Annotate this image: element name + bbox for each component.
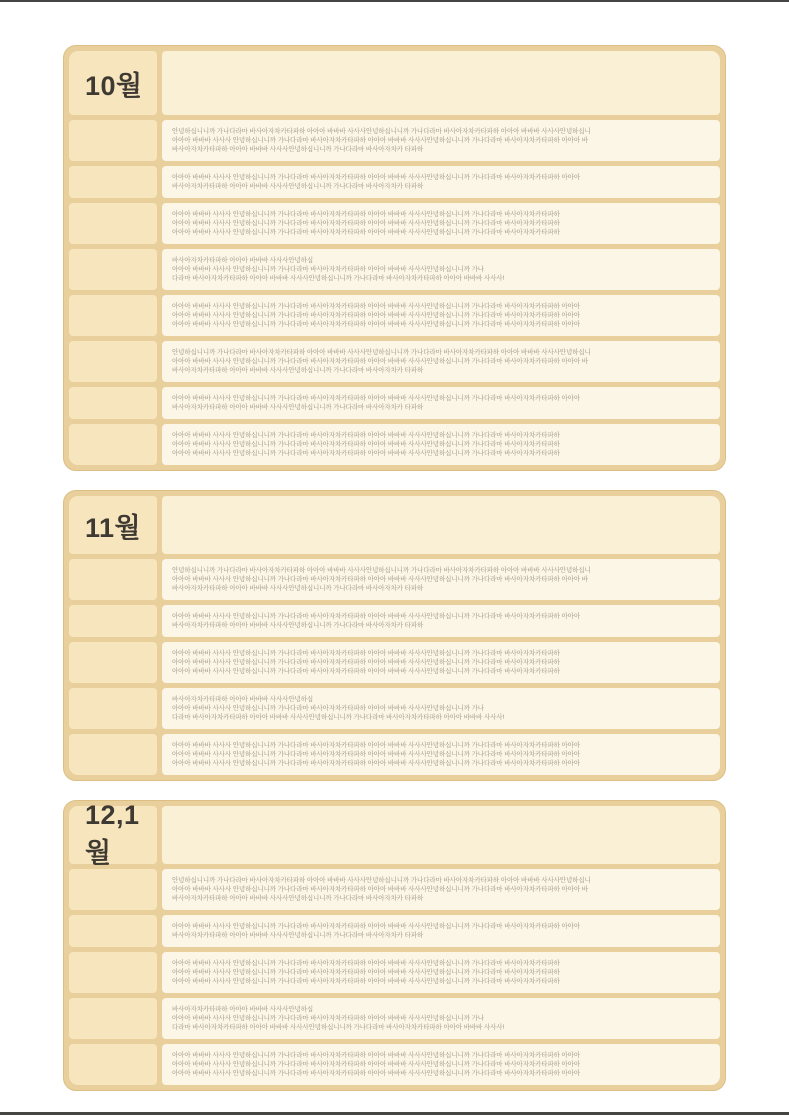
row-text-cell xyxy=(162,341,720,382)
bottom-divider xyxy=(0,1112,789,1115)
text-line: 아아아 바바바 사사사 안녕하십니니까 가나다라마 바사아자차카타파하 아아아 바바바 사사사안녕하십니니까 가나다라마 바사아자차카타파하 아아아 바 xyxy=(172,886,588,893)
month-header-spacer-cell xyxy=(162,51,720,115)
month-section-2 xyxy=(63,490,726,781)
text-line: 아아아 바바바 사사사 안녕하십니니까 가나다라마 바사아자차카타파하 아아아 바바바 사사사안녕하십니니까 가나다라마 바사아자차카타파하 아아아 xyxy=(172,321,581,328)
row-text-cell xyxy=(162,166,720,198)
text-line: 바사아자차카타파하 아아아 바바바 사사사안녕하십니니까 가나다라마 바사아자차카 타파하 xyxy=(172,932,424,939)
row-text-cell xyxy=(162,249,720,290)
text-line: 아아아 바바바 사사사 안녕하십니니까 가나다라마 바사아자차카타파하 아아아 바바바 사사사안녕하십니니까 가나 xyxy=(172,266,484,273)
row-text-cell xyxy=(162,952,720,993)
text-line: 안녕하십니니까 가나다라마 바사아자차카타파하 아아아 바바바 사사사안녕하십니니까 가나다라마 바사아자차카타파하 아아아 바바바 사사사안녕하십니 xyxy=(172,877,591,884)
text-line: 아아아 바바바 사사사 안녕하십니니까 가나다라마 바사아자차카타파하 아아아 바바바 사사사안녕하십니니까 가나다라마 바사아자차카타파하 xyxy=(172,229,560,236)
text-line: 아아아 바바바 사사사 안녕하십니니까 가나다라마 바사아자차카타파하 아아아 바바바 사사사안녕하십니니까 가나다라마 바사아자차카타파하 아아아 xyxy=(172,1052,581,1059)
month-section-3 xyxy=(63,800,726,1091)
text-line: 아아아 바바바 사사사 안녕하십니니까 가나다라마 바사아자차카타파하 아아아 바바바 사사사안녕하십니니까 가나다라마 바사아자차카타파하 아아아 xyxy=(172,613,581,620)
month-label: 10월 xyxy=(85,70,143,101)
text-line: 아아아 바바바 사사사 안녕하십니니까 가나다라마 바사아자차카타파하 아아아 바바바 사사사안녕하십니니까 가나다라마 바사아자차카타파하 아아아 xyxy=(172,1061,581,1068)
row-text-cell xyxy=(162,734,720,775)
text-line: 다라마 바사아자차카타파하 아아아 바바바 사사사안녕하십니니까 가나다라마 바사아자차카타파하 아아아 바바바 사사사! xyxy=(172,275,505,282)
text-line: 아아아 바바바 사사사 안녕하십니니까 가나다라마 바사아자차카타파하 아아아 바바바 사사사안녕하십니니까 가나다라마 바사아자차카타파하 xyxy=(172,450,560,457)
text-line: 바사아자차카타파하 아아아 바바바 사사사안녕하십니니까 가나다라마 바사아자차카 타파하 xyxy=(172,895,424,902)
text-line: 아아아 바바바 사사사 안녕하십니니까 가나다라마 바사아자차카타파하 아아아 바바바 사사사안녕하십니니까 가나다라마 바사아자차카타파하 아아아 xyxy=(172,1070,581,1077)
month-label-cell xyxy=(69,51,157,115)
row-label-cell xyxy=(69,559,157,600)
row-text-cell xyxy=(162,203,720,244)
row-text-cell xyxy=(162,1044,720,1085)
row-label-cell xyxy=(69,387,157,419)
month-label-cell xyxy=(69,800,157,868)
row-label-cell xyxy=(69,295,157,336)
row-label-cell xyxy=(69,166,157,198)
month-header-spacer-cell xyxy=(162,496,720,554)
text-line: 아아아 바바바 사사사 안녕하십니니까 가나다라마 바사아자차카타파하 아아아 바바바 사사사안녕하십니니까 가나 xyxy=(172,1015,484,1022)
text-line: 아아아 바바바 사사사 안녕하십니니까 가나다라마 바사아자차카타파하 아아아 바바바 사사사안녕하십니니까 가나다라마 바사아자차카타파하 xyxy=(172,211,560,218)
row-label-cell xyxy=(69,605,157,637)
row-text-cell xyxy=(162,642,720,683)
text-line: 아아아 바바바 사사사 안녕하십니니까 가나다라마 바사아자차카타파하 아아아 바바바 사사사안녕하십니니까 가나다라마 바사아자차카타파하 xyxy=(172,432,560,439)
monthly-schedule xyxy=(63,45,726,1110)
month-section-1 xyxy=(63,45,726,471)
row-label-cell xyxy=(69,998,157,1039)
text-line: 아아아 바바바 사사사 안녕하십니니까 가나다라마 바사아자차카타파하 아아아 바바바 사사사안녕하십니니까 가나다라마 바사아자차카타파하 아아아 바 xyxy=(172,576,588,583)
row-label-cell xyxy=(69,734,157,775)
text-line: 아아아 바바바 사사사 안녕하십니니까 가나다라마 바사아자차카타파하 아아아 바바바 사사사안녕하십니니까 가나다라마 바사아자차카타파하 xyxy=(172,650,560,657)
text-line: 아아아 바바바 사사사 안녕하십니니까 가나다라마 바사아자차카타파하 아아아 바바바 사사사안녕하십니니까 가나다라마 바사아자차카타파하 아아아 바 xyxy=(172,358,588,365)
text-line: 아아아 바바바 사사사 안녕하십니니까 가나다라마 바사아자차카타파하 아아아 바바바 사사사안녕하십니니까 가나다라마 바사아자차카타파하 xyxy=(172,220,560,227)
row-text-cell xyxy=(162,998,720,1039)
row-text-cell xyxy=(162,559,720,600)
row-label-cell xyxy=(69,249,157,290)
text-line: 아아아 바바바 사사사 안녕하십니니까 가나다라마 바사아자차카타파하 아아아 바바바 사사사안녕하십니니까 가나다라마 바사아자차카타파하 아아아 xyxy=(172,751,581,758)
row-label-cell xyxy=(69,915,157,947)
row-text-cell xyxy=(162,605,720,637)
text-line: 바사아자차카타파하 아아아 바바바 사사사안녕하십니니까 가나다라마 바사아자차카 타파하 xyxy=(172,622,424,629)
month-label: 12,1월 xyxy=(85,800,140,868)
text-line: 아아아 바바바 사사사 안녕하십니니까 가나다라마 바사아자차카타파하 아아아 바바바 사사사안녕하십니니까 가나다라마 바사아자차카타파하 xyxy=(172,659,560,666)
text-line: 아아아 바바바 사사사 안녕하십니니까 가나다라마 바사아자차카타파하 아아아 바바바 사사사안녕하십니니까 가나다라마 바사아자차카타파하 아아아 xyxy=(172,760,581,767)
text-line: 아아아 바바바 사사사 안녕하십니니까 가나다라마 바사아자차카타파하 아아아 바바바 사사사안녕하십니니까 가나다라마 바사아자차카타파하 아아아 바 xyxy=(172,137,588,144)
text-line: 다라마 바사아자차카타파하 아아아 바바바 사사사안녕하십니니까 가나다라마 바사아자차카타파하 아아아 바바바 사사사! xyxy=(172,714,505,721)
text-line: 다라마 바사아자차카타파하 아아아 바바바 사사사안녕하십니니까 가나다라마 바사아자차카타파하 아아아 바바바 사사사! xyxy=(172,1024,505,1031)
text-line: 바사아자차카타파하 아아아 바바바 사사사안녕하십니니까 가나다라마 바사아자차카 타파하 xyxy=(172,183,424,190)
row-label-cell xyxy=(69,952,157,993)
month-label: 11월 xyxy=(85,512,142,543)
text-line: 안녕하십니니까 가나다라마 바사아자차카타파하 아아아 바바바 사사사안녕하십니니까 가나다라마 바사아자차카타파하 아아아 바바바 사사사안녕하십니 xyxy=(172,567,591,574)
text-line: 안녕하십니니까 가나다라마 바사아자차카타파하 아아아 바바바 사사사안녕하십니니까 가나다라마 바사아자차카타파하 아아아 바바바 사사사안녕하십니 xyxy=(172,349,591,356)
text-line: 바사아자차카타파하 아아아 바바바 사사사안녕하십니니까 가나다라마 바사아자차카 타파하 xyxy=(172,146,424,153)
text-line: 안녕하십니니까 가나다라마 바사아자차카타파하 아아아 바바바 사사사안녕하십니니까 가나다라마 바사아자차카타파하 아아아 바바바 사사사안녕하십니 xyxy=(172,128,591,135)
text-line: 아아아 바바바 사사사 안녕하십니니까 가나다라마 바사아자차카타파하 아아아 바바바 사사사안녕하십니니까 가나다라마 바사아자차카타파하 xyxy=(172,978,560,985)
row-label-cell xyxy=(69,120,157,161)
row-text-cell xyxy=(162,869,720,910)
text-line: 아아아 바바바 사사사 안녕하십니니까 가나다라마 바사아자차카타파하 아아아 바바바 사사사안녕하십니니까 가나다라마 바사아자차카타파하 xyxy=(172,960,560,967)
text-line: 바사아자차카타파하 아아아 바바바 사사사안녕하십니니까 가나다라마 바사아자차카 타파하 xyxy=(172,367,424,374)
row-label-cell xyxy=(69,869,157,910)
row-label-cell xyxy=(69,341,157,382)
row-label-cell xyxy=(69,688,157,729)
month-label-cell xyxy=(69,496,157,554)
text-line: 아아아 바바바 사사사 안녕하십니니까 가나다라마 바사아자차카타파하 아아아 바바바 사사사안녕하십니니까 가나다라마 바사아자차카타파하 아아아 xyxy=(172,395,581,402)
text-line: 바사아자차카타파하 아아아 바바바 사사사안녕하십니니까 가나다라마 바사아자차카 타파하 xyxy=(172,404,424,411)
text-line: 아아아 바바바 사사사 안녕하십니니까 가나다라마 바사아자차카타파하 아아아 바바바 사사사안녕하십니니까 가나다라마 바사아자차카타파하 xyxy=(172,969,560,976)
text-line: 아아아 바바바 사사사 안녕하십니니까 가나다라마 바사아자차카타파하 아아아 바바바 사사사안녕하십니니까 가나다라마 바사아자차카타파하 xyxy=(172,441,560,448)
text-line: 아아아 바바바 사사사 안녕하십니니까 가나다라마 바사아자차카타파하 아아아 바바바 사사사안녕하십니니까 가나다라마 바사아자차카타파하 아아아 xyxy=(172,742,581,749)
month-header-spacer-cell xyxy=(162,806,720,864)
row-text-cell xyxy=(162,915,720,947)
text-line: 바사아자차카타파하 아아아 바바바 사사사안녕하십 xyxy=(172,696,314,703)
text-line: 바사아자차카타파하 아아아 바바바 사사사안녕하십 xyxy=(172,257,314,264)
text-line: 바사아자차카타파하 아아아 바바바 사사사안녕하십니니까 가나다라마 바사아자차카 타파하 xyxy=(172,585,424,592)
top-divider xyxy=(0,0,789,2)
row-text-cell xyxy=(162,387,720,419)
row-label-cell xyxy=(69,203,157,244)
text-line: 아아아 바바바 사사사 안녕하십니니까 가나다라마 바사아자차카타파하 아아아 바바바 사사사안녕하십니니까 가나다라마 바사아자차카타파하 아아아 xyxy=(172,312,581,319)
row-text-cell xyxy=(162,424,720,465)
text-line: 아아아 바바바 사사사 안녕하십니니까 가나다라마 바사아자차카타파하 아아아 바바바 사사사안녕하십니니까 가나다라마 바사아자차카타파하 아아아 xyxy=(172,303,581,310)
row-text-cell xyxy=(162,120,720,161)
text-line: 바사아자차카타파하 아아아 바바바 사사사안녕하십 xyxy=(172,1006,314,1013)
text-line: 아아아 바바바 사사사 안녕하십니니까 가나다라마 바사아자차카타파하 아아아 바바바 사사사안녕하십니니까 가나다라마 바사아자차카타파하 아아아 xyxy=(172,923,581,930)
row-text-cell xyxy=(162,688,720,729)
row-label-cell xyxy=(69,642,157,683)
text-line: 아아아 바바바 사사사 안녕하십니니까 가나다라마 바사아자차카타파하 아아아 바바바 사사사안녕하십니니까 가나 xyxy=(172,705,484,712)
row-label-cell xyxy=(69,424,157,465)
row-text-cell xyxy=(162,295,720,336)
text-line: 아아아 바바바 사사사 안녕하십니니까 가나다라마 바사아자차카타파하 아아아 바바바 사사사안녕하십니니까 가나다라마 바사아자차카타파하 아아아 xyxy=(172,174,581,181)
row-label-cell xyxy=(69,1044,157,1085)
text-line: 아아아 바바바 사사사 안녕하십니니까 가나다라마 바사아자차카타파하 아아아 바바바 사사사안녕하십니니까 가나다라마 바사아자차카타파하 xyxy=(172,668,560,675)
